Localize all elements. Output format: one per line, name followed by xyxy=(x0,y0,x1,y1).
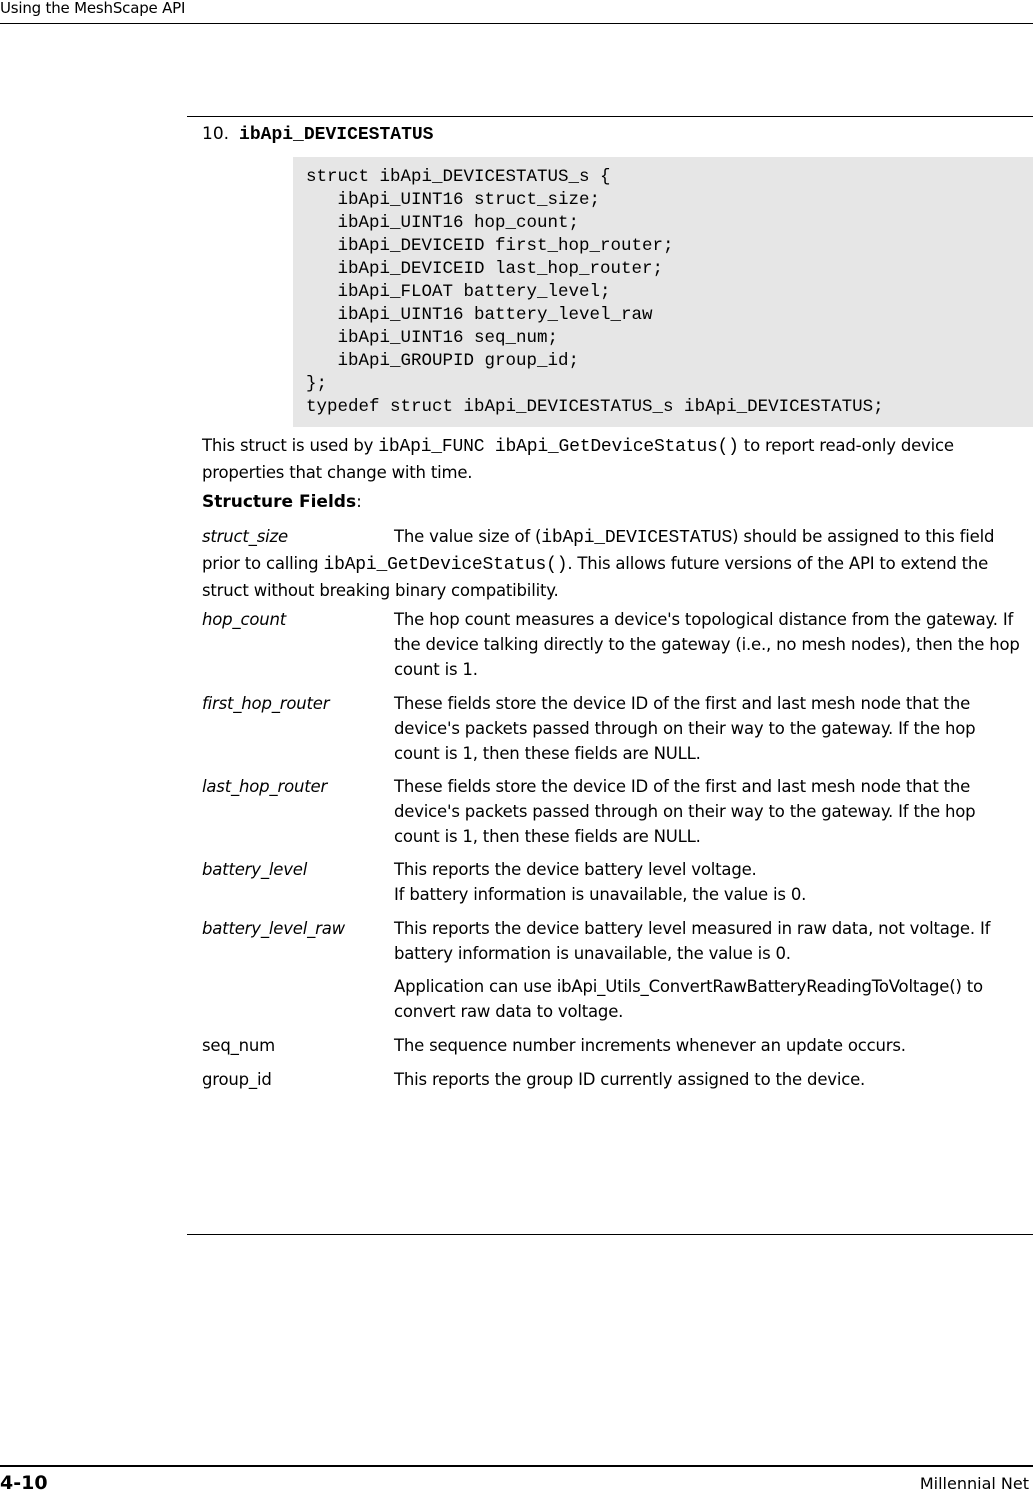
structure-fields-label: Structure Fields xyxy=(202,492,357,512)
field-name: group_id xyxy=(202,1070,272,1089)
field-description xyxy=(394,1033,1024,1058)
field-code: ibApi_DEVICESTATUS xyxy=(541,528,733,548)
field-text: This reports the device battery level measured in raw data, not voltage. If battery information is unavailable, the value is 0. xyxy=(394,919,991,963)
field-description xyxy=(394,607,1024,682)
section-number: 10. xyxy=(202,124,230,144)
field-seq-num xyxy=(202,1033,1024,1058)
page-number: 4-10 xyxy=(0,1472,48,1494)
field-name: seq_num xyxy=(202,1036,276,1055)
intro-code: ibApi_FUNC ibApi_GetDeviceStatus() xyxy=(378,437,739,457)
intro-prefix: This struct is used by xyxy=(202,436,379,455)
intro-paragraph xyxy=(202,433,1022,485)
field-battery-level xyxy=(202,857,1024,907)
field-text: This reports the device battery level voltage. xyxy=(394,860,757,879)
structure-fields-heading xyxy=(202,491,362,513)
section-top-rule xyxy=(187,116,1033,117)
code-line: ibApi_UINT16 seq_num; xyxy=(306,328,559,348)
field-text: If battery information is unavailable, the value is 0. xyxy=(394,885,807,904)
header-rule xyxy=(0,23,1033,24)
field-code: ibApi_GetDeviceStatus() xyxy=(323,555,568,575)
field-hop-count xyxy=(202,607,1024,682)
field-name: hop_count xyxy=(202,610,287,629)
field-description xyxy=(202,524,1024,603)
code-line: typedef struct ibApi_DEVICESTATUS_s ibApi_DEVICESTATUS; xyxy=(306,397,884,417)
field-name: battery_level xyxy=(202,860,308,879)
field-description xyxy=(394,857,1024,907)
field-name: last_hop_router xyxy=(202,777,328,796)
field-last-hop-router xyxy=(202,774,1024,849)
code-line: ibApi_UINT16 battery_level_raw xyxy=(306,305,653,325)
field-text: The sequence number increments whenever an update occurs. xyxy=(394,1036,906,1055)
field-first-hop-router xyxy=(202,691,1024,766)
field-group-id xyxy=(202,1067,1024,1092)
field-text: . This allows future versions of the API to extend the struct without breaking binary compatibility. xyxy=(202,554,989,600)
section-heading xyxy=(202,124,433,145)
code-line: ibApi_DEVICEID first_hop_router; xyxy=(306,236,674,256)
field-description xyxy=(394,916,1024,1024)
field-text: These fields store the device ID of the first and last mesh node that the device's packets passed through on their way to the gateway. If the hop count is 1, then these fields are NULL. xyxy=(394,777,976,846)
field-description xyxy=(394,774,1024,849)
code-line: ibApi_FLOAT battery_level; xyxy=(306,282,611,302)
code-line: ibApi_UINT16 hop_count; xyxy=(306,213,580,233)
code-line: ibApi_GROUPID group_id; xyxy=(306,351,580,371)
footer-rule xyxy=(0,1465,1033,1467)
field-text: The value size of ( xyxy=(394,527,542,546)
code-block xyxy=(293,157,1033,427)
field-description xyxy=(394,691,1024,766)
field-text: The hop count measures a device's topological distance from the gateway. If the device talking directly to the gateway (i.e., no mesh nodes), then the hop count is 1. xyxy=(394,610,1020,679)
field-note: Application can use ibApi_Utils_ConvertRawBatteryReadingToVoltage() to convert raw data to voltage. xyxy=(394,977,983,1021)
field-struct-size xyxy=(202,524,1024,603)
code-line: }; xyxy=(306,374,328,394)
field-name: struct_size xyxy=(202,527,288,546)
field-text: These fields store the device ID of the first and last mesh node that the device's packets passed through on their way to the gateway. If the hop count is 1, then these fields are NULL. xyxy=(394,694,976,763)
publisher-name: Millennial Net xyxy=(919,1474,1029,1493)
code-line: ibApi_UINT16 struct_size; xyxy=(306,190,601,210)
structure-fields-colon: : xyxy=(356,492,362,512)
code-line: struct ibApi_DEVICESTATUS_s { xyxy=(306,167,611,187)
section-title: ibApi_DEVICESTATUS xyxy=(239,125,434,145)
code-line: ibApi_DEVICEID last_hop_router; xyxy=(306,259,664,279)
running-header-title: Using the MeshScape API xyxy=(0,0,186,17)
section-bottom-rule xyxy=(187,1234,1033,1235)
field-text: This reports the group ID currently assigned to the device. xyxy=(394,1070,866,1089)
field-battery-level-raw xyxy=(202,916,1024,1024)
intro-suffix: to report read-only device properties that change with time. xyxy=(202,436,954,482)
field-name: first_hop_router xyxy=(202,694,330,713)
field-name: battery_level_raw xyxy=(202,919,345,938)
field-text: ) should be assigned to this field prior to calling xyxy=(202,527,995,573)
field-description xyxy=(394,1067,1024,1092)
